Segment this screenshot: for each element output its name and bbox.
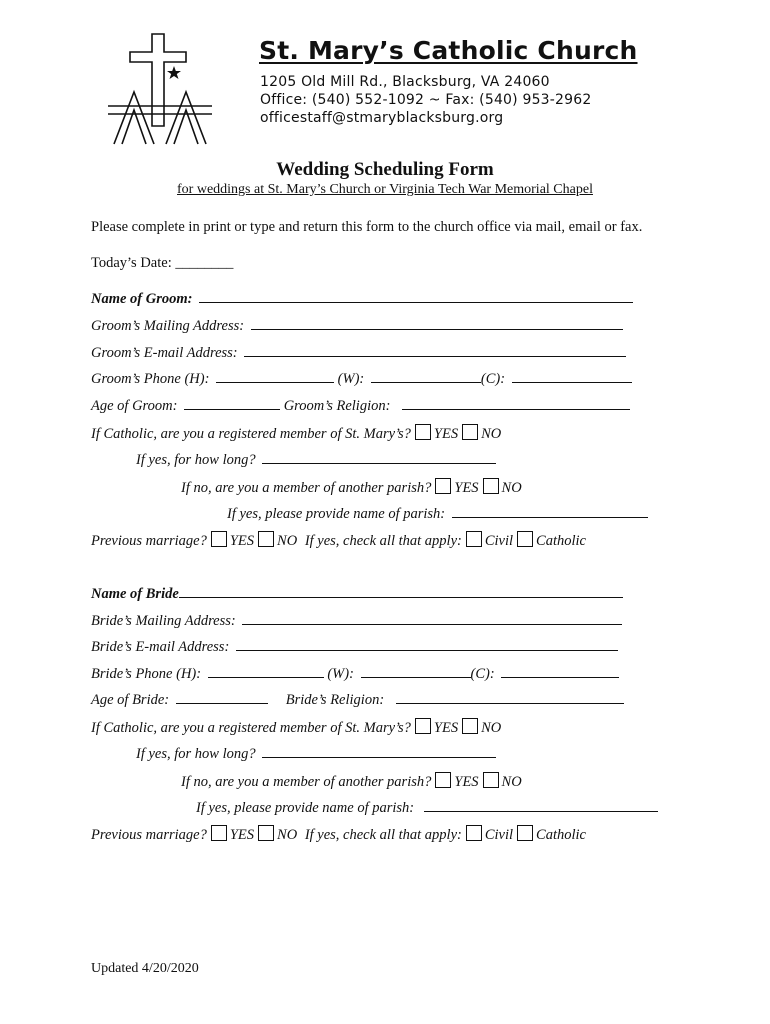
bride-catholic-checkbox[interactable] [517,825,533,841]
groom-parish-name-label: If yes, please provide name of parish: [227,506,449,522]
instructions: Please complete in print or type and return this form to the church office via mail, email or fax. [91,219,643,235]
bride-other-parish-no-checkbox[interactable] [483,772,499,788]
groom-age-field[interactable] [184,397,280,410]
groom-phone-c-label: (C): [480,371,509,387]
bride-name-field[interactable] [179,585,623,598]
groom-parish-name-field[interactable] [452,505,648,518]
civil-label: Civil [484,827,514,843]
no-label: NO [277,533,298,549]
cross-and-star-logo [104,30,216,146]
todays-date-field[interactable]: Today’s Date: ________ [91,255,234,271]
groom-prev-marriage-question: Previous marriage? [91,533,207,549]
church-name: St. Mary’s Catholic Church [259,36,638,65]
civil-label: Civil [484,533,514,549]
bride-catholic-question: If Catholic, are you a registered member of St. Mary’s? [91,720,411,736]
bride-email-row [91,638,618,656]
church-phone-fax: Office: (540) 552-1092 ~ Fax: (540) 953-2962 [260,92,592,108]
groom-catholic-checkbox[interactable] [517,531,533,547]
bride-name-label: Name of Bride [91,586,179,602]
groom-email-label: Groom’s E-mail Address: [91,345,242,361]
groom-age-row [91,397,630,415]
no-label: NO [481,720,502,736]
bride-religion-label: Bride’s Religion: [285,692,388,708]
groom-prev-marriage-yes-checkbox[interactable] [211,531,227,547]
bride-age-field[interactable] [176,691,268,704]
groom-catholic-no-checkbox[interactable] [462,424,478,440]
groom-catholic-yes-checkbox[interactable] [415,424,431,440]
groom-phone-w-field[interactable] [371,370,481,383]
form-subtitle: for weddings at St. Mary’s Church or Virginia Tech War Memorial Chapel [177,182,593,197]
bride-catholic-no-checkbox[interactable] [462,718,478,734]
groom-phone-c-field[interactable] [512,370,632,383]
bride-prev-marriage-question: Previous marriage? [91,827,207,843]
form-title: Wedding Scheduling Form [276,159,494,180]
bride-phone-h-field[interactable] [208,665,324,678]
groom-name-label: Name of Groom: [91,291,197,307]
church-email[interactable]: officestaff@stmaryblacksburg.org [260,110,504,126]
bride-religion-field[interactable] [396,691,624,704]
bride-phone-w-label: (W): [323,666,358,682]
bride-how-long-row [136,745,496,763]
groom-how-long-label: If yes, for how long? [136,452,260,468]
bride-prev-marriage-no-checkbox[interactable] [258,825,274,841]
no-label: NO [501,480,522,496]
groom-phone-h-field[interactable] [216,370,334,383]
bride-address-field[interactable] [242,612,622,625]
bride-other-parish-question: If no, are you a member of another parish? [181,774,432,790]
bride-parish-name-field[interactable] [424,799,658,812]
bride-check-all-label: If yes, check all that apply: [304,827,462,843]
no-label: NO [277,827,298,843]
updated-date: Updated 4/20/2020 [91,961,199,976]
bride-phone-c-label: (C): [470,666,499,682]
catholic-label: Catholic [536,827,586,843]
bride-how-long-label: If yes, for how long? [136,746,260,762]
groom-other-parish-yes-checkbox[interactable] [435,478,451,494]
bride-phone-w-field[interactable] [361,665,471,678]
groom-name-field[interactable] [199,290,633,303]
groom-phone-w-label: (W): [334,371,368,387]
bride-prev-marriage-row [91,825,586,844]
groom-check-all-label: If yes, check all that apply: [304,533,462,549]
groom-prev-marriage-row [91,531,586,550]
groom-other-parish-question: If no, are you a member of another parish? [181,480,432,496]
bride-phone-h-label: Bride’s Phone (H): [91,666,205,682]
groom-name-row [91,290,633,308]
groom-religion-label: Groom’s Religion: [280,398,395,414]
groom-age-label: Age of Groom: [91,398,182,414]
bride-catholic-yes-checkbox[interactable] [415,718,431,734]
groom-address-row [91,317,623,335]
no-label: NO [501,774,522,790]
groom-how-long-row [136,451,496,469]
bride-other-parish-row [181,772,522,791]
bride-other-parish-yes-checkbox[interactable] [435,772,451,788]
yes-label: YES [229,533,255,549]
groom-phone-h-label: Groom’s Phone (H): [91,371,214,387]
bride-how-long-field[interactable] [262,745,496,758]
catholic-label: Catholic [536,533,586,549]
groom-prev-marriage-no-checkbox[interactable] [258,531,274,547]
yes-label: YES [433,720,459,736]
groom-parish-name-row [227,505,648,523]
groom-email-row [91,344,626,362]
church-address: 1205 Old Mill Rd., Blacksburg, VA 24060 [260,74,550,90]
bride-address-row [91,612,622,630]
bride-catholic-row [91,718,501,737]
groom-address-field[interactable] [251,317,623,330]
bride-prev-marriage-yes-checkbox[interactable] [211,825,227,841]
groom-other-parish-no-checkbox[interactable] [483,478,499,494]
bride-email-label: Bride’s E-mail Address: [91,639,233,655]
yes-label: YES [433,426,459,442]
no-label: NO [481,426,502,442]
bride-age-row [91,691,624,709]
bride-parish-name-row [196,799,658,817]
groom-how-long-field[interactable] [262,451,496,464]
groom-religion-field[interactable] [402,397,630,410]
yes-label: YES [229,827,255,843]
yes-label: YES [454,480,479,496]
bride-age-label: Age of Bride: [91,692,173,708]
groom-civil-checkbox[interactable] [466,531,482,547]
groom-email-field[interactable] [244,344,626,357]
groom-address-label: Groom’s Mailing Address: [91,318,248,334]
bride-civil-checkbox[interactable] [466,825,482,841]
groom-other-parish-row [181,478,522,497]
bride-address-label: Bride’s Mailing Address: [91,613,240,629]
bride-parish-name-label: If yes, please provide name of parish: [196,800,418,816]
groom-catholic-question: If Catholic, are you a registered member of St. Mary’s? [91,426,411,442]
bride-name-row [91,585,623,603]
yes-label: YES [454,774,479,790]
groom-catholic-row [91,424,501,443]
bride-phone-c-field[interactable] [501,665,619,678]
bride-email-field[interactable] [236,638,618,651]
groom-phone-row [91,370,632,388]
bride-phone-row [91,665,619,683]
